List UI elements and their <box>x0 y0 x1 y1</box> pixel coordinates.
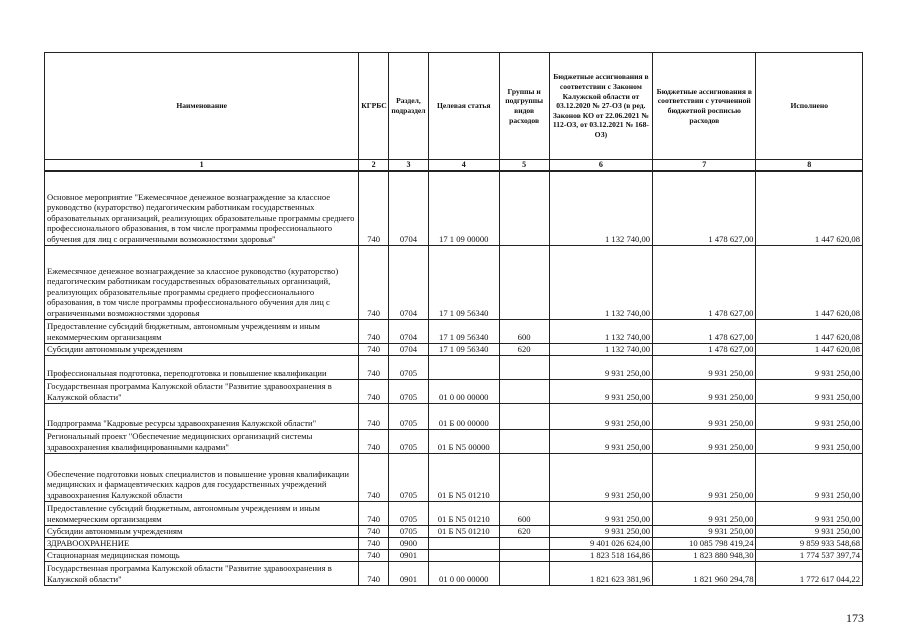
row-law: 9 931 250,00 <box>549 525 652 537</box>
row-target <box>428 537 499 549</box>
col-number: 4 <box>428 160 499 172</box>
row-section: 0704 <box>388 343 428 355</box>
row-law: 1 132 740,00 <box>549 343 652 355</box>
row-executed: 1 447 620,08 <box>756 245 863 319</box>
row-group <box>499 403 549 429</box>
row-section: 0705 <box>388 429 428 453</box>
row-executed: 9 931 250,00 <box>756 379 863 403</box>
row-kgrbs: 740 <box>359 319 389 343</box>
table-row <box>45 355 863 379</box>
row-name: Ежемесячное денежное вознаграждение за классное руководство (кураторство) педагогическим работникам государственных образовательных организаций, реализующих образовательные программы среднего профессионального образования, в том числе программы профессионального обучения для лиц с ограниченными возможностями здоровья <box>45 245 359 319</box>
row-law: 1 132 740,00 <box>549 319 652 343</box>
row-kgrbs: 740 <box>359 171 389 245</box>
header-law: Бюджетные ассигнования в соответствии с Законом Калужской области от 03.12.2020 № 27-ОЗ (в ред. Законов КО от 22.06.2021 № 112-ОЗ, от 03.12.2021 № 168-ОЗ) <box>549 53 652 160</box>
table-row <box>45 343 863 355</box>
row-kgrbs: 740 <box>359 501 389 525</box>
row-target <box>428 355 499 379</box>
budget-table <box>44 52 863 586</box>
row-law: 1 821 623 381,96 <box>549 561 652 585</box>
row-kgrbs: 740 <box>359 403 389 429</box>
row-target: 01 0 00 00000 <box>428 561 499 585</box>
table-row <box>45 403 863 429</box>
row-group <box>499 537 549 549</box>
row-law: 9 931 250,00 <box>549 379 652 403</box>
row-executed: 1 774 537 397,74 <box>756 549 863 561</box>
row-name: Региональный проект "Обеспечение медицинских организаций системы здравоохранения квалифицированными кадрами" <box>45 429 359 453</box>
row-group: 620 <box>499 525 549 537</box>
row-refined: 1 478 627,00 <box>653 245 756 319</box>
row-kgrbs: 740 <box>359 549 389 561</box>
row-executed: 1 447 620,08 <box>756 343 863 355</box>
row-kgrbs: 740 <box>359 343 389 355</box>
row-kgrbs: 740 <box>359 561 389 585</box>
row-group <box>499 561 549 585</box>
row-executed: 9 931 250,00 <box>756 453 863 501</box>
row-name: Предоставление субсидий бюджетным, автономным учреждениям и иным некоммерческим организациям <box>45 501 359 525</box>
row-executed: 1 447 620,08 <box>756 319 863 343</box>
row-group: 600 <box>499 501 549 525</box>
row-refined: 9 931 250,00 <box>653 453 756 501</box>
row-target: 17 1 09 56340 <box>428 343 499 355</box>
table-row <box>45 561 863 585</box>
row-name: Обеспечение подготовки новых специалистов и повышение уровня квалификации медицинских и фармацевтических кадров для государственных учреждений здравоохранения Калужской области <box>45 453 359 501</box>
row-law: 9 931 250,00 <box>549 403 652 429</box>
row-section: 0705 <box>388 379 428 403</box>
row-target: 01 Б N5 01210 <box>428 501 499 525</box>
header-section: Раздел, подраздел <box>388 53 428 160</box>
row-section: 0704 <box>388 319 428 343</box>
row-group <box>499 549 549 561</box>
row-executed: 9 931 250,00 <box>756 403 863 429</box>
row-group <box>499 453 549 501</box>
row-name: Государственная программа Калужской области "Развитие здравоохранения в Калужской области" <box>45 379 359 403</box>
row-group <box>499 379 549 403</box>
header-row <box>45 53 863 160</box>
row-executed: 9 931 250,00 <box>756 429 863 453</box>
row-section: 0704 <box>388 171 428 245</box>
row-section: 0705 <box>388 525 428 537</box>
row-kgrbs: 740 <box>359 453 389 501</box>
column-number-row <box>45 160 863 172</box>
row-name: Профессиональная подготовка, переподготовка и повышение квалификации <box>45 355 359 379</box>
row-name: ЗДРАВООХРАНЕНИЕ <box>45 537 359 549</box>
row-name: Государственная программа Калужской области "Развитие здравоохранения в Калужской области" <box>45 561 359 585</box>
header-kgrbs: КГРБС <box>359 53 389 160</box>
row-section: 0704 <box>388 245 428 319</box>
row-executed: 9 931 250,00 <box>756 501 863 525</box>
row-target: 17 1 09 56340 <box>428 319 499 343</box>
row-law: 1 132 740,00 <box>549 171 652 245</box>
row-executed: 1 447 620,08 <box>756 171 863 245</box>
table-row <box>45 453 863 501</box>
header-groups: Группы и подгруппы видов расходов <box>499 53 549 160</box>
row-kgrbs: 740 <box>359 537 389 549</box>
row-group <box>499 245 549 319</box>
table-row <box>45 379 863 403</box>
row-name: Основное мероприятие "Ежемесячное денежное вознаграждение за классное руководство (кураторство) педагогическим работникам государственных образовательных организаций, реализующих образовательные программы среднего профессионального образования, в том числе программы профессионального обучения для лиц с ограниченными возможностями здоровья" <box>45 171 359 245</box>
page-number: 173 <box>846 611 864 625</box>
row-group <box>499 429 549 453</box>
row-group: 600 <box>499 319 549 343</box>
row-law: 1 132 740,00 <box>549 245 652 319</box>
row-target: 17 1 09 56340 <box>428 245 499 319</box>
row-refined: 1 823 880 948,30 <box>653 549 756 561</box>
row-name: Подпрограмма "Кадровые ресурсы здравоохранения Калужской области" <box>45 403 359 429</box>
row-executed: 9 859 933 548,68 <box>756 537 863 549</box>
row-refined: 9 931 250,00 <box>653 403 756 429</box>
table-row <box>45 171 863 245</box>
row-name: Субсидии автономным учреждениям <box>45 525 359 537</box>
row-target: 01 Б N5 01210 <box>428 453 499 501</box>
row-executed: 9 931 250,00 <box>756 525 863 537</box>
row-refined: 9 931 250,00 <box>653 525 756 537</box>
header-target: Целевая статья <box>428 53 499 160</box>
col-number: 3 <box>388 160 428 172</box>
row-target: 17 1 09 00000 <box>428 171 499 245</box>
table-row <box>45 319 863 343</box>
row-target <box>428 549 499 561</box>
row-refined: 1 478 627,00 <box>653 319 756 343</box>
row-kgrbs: 740 <box>359 379 389 403</box>
col-number: 1 <box>45 160 359 172</box>
row-executed: 9 931 250,00 <box>756 355 863 379</box>
row-refined: 9 931 250,00 <box>653 379 756 403</box>
row-refined: 9 931 250,00 <box>653 501 756 525</box>
col-number: 2 <box>359 160 389 172</box>
col-number: 6 <box>549 160 652 172</box>
row-group <box>499 171 549 245</box>
row-law: 9 931 250,00 <box>549 501 652 525</box>
row-kgrbs: 740 <box>359 355 389 379</box>
row-section: 0705 <box>388 501 428 525</box>
table-row <box>45 501 863 525</box>
row-law: 1 823 518 164,86 <box>549 549 652 561</box>
row-target: 01 Б N5 00000 <box>428 429 499 453</box>
row-law: 9 931 250,00 <box>549 429 652 453</box>
row-law: 9 931 250,00 <box>549 453 652 501</box>
row-section: 0900 <box>388 537 428 549</box>
row-group <box>499 355 549 379</box>
row-section: 0705 <box>388 355 428 379</box>
table-row <box>45 245 863 319</box>
col-number: 7 <box>653 160 756 172</box>
row-target: 01 Б 00 00000 <box>428 403 499 429</box>
header-executed: Исполнено <box>756 53 863 160</box>
col-number: 5 <box>499 160 549 172</box>
table-row <box>45 429 863 453</box>
row-refined: 1 478 627,00 <box>653 343 756 355</box>
row-section: 0901 <box>388 561 428 585</box>
row-target: 01 0 00 00000 <box>428 379 499 403</box>
row-group: 620 <box>499 343 549 355</box>
row-refined: 9 931 250,00 <box>653 429 756 453</box>
table-row <box>45 537 863 549</box>
row-law: 9 931 250,00 <box>549 355 652 379</box>
row-kgrbs: 740 <box>359 245 389 319</box>
row-refined: 1 478 627,00 <box>653 171 756 245</box>
row-target: 01 Б N5 01210 <box>428 525 499 537</box>
row-refined: 1 821 960 294,78 <box>653 561 756 585</box>
row-kgrbs: 740 <box>359 429 389 453</box>
table-row <box>45 549 863 561</box>
col-number: 8 <box>756 160 863 172</box>
row-section: 0705 <box>388 403 428 429</box>
header-name: Наименование <box>45 53 359 160</box>
row-name: Субсидии автономным учреждениям <box>45 343 359 355</box>
row-name: Предоставление субсидий бюджетным, автономным учреждениям и иным некоммерческим организациям <box>45 319 359 343</box>
header-refined: Бюджетные ассигнования в соответствии с уточненной бюджетной росписью расходов <box>653 53 756 160</box>
row-section: 0705 <box>388 453 428 501</box>
table-row <box>45 525 863 537</box>
row-name: Стационарная медицинская помощь <box>45 549 359 561</box>
row-law: 9 401 026 624,00 <box>549 537 652 549</box>
row-kgrbs: 740 <box>359 525 389 537</box>
row-refined: 10 085 798 419,24 <box>653 537 756 549</box>
row-section: 0901 <box>388 549 428 561</box>
row-executed: 1 772 617 044,22 <box>756 561 863 585</box>
row-refined: 9 931 250,00 <box>653 355 756 379</box>
